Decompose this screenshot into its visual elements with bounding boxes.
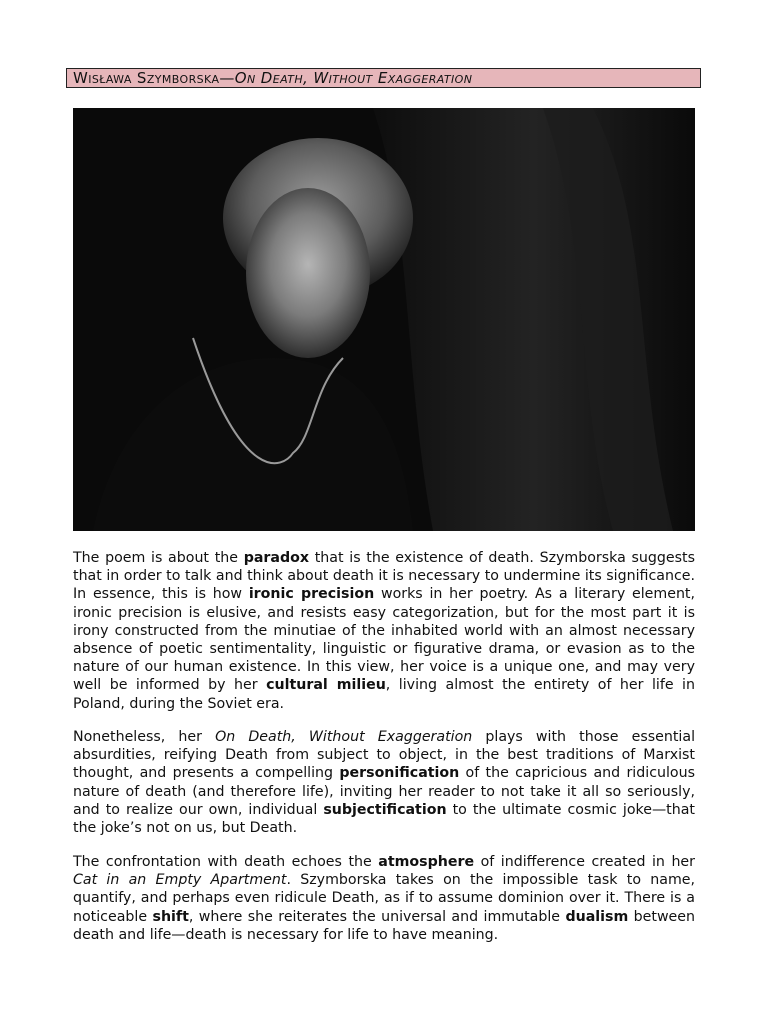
p2-text-2: plays with those essential absurdities, reifying Death from subject to object, in the best traditions of Marxist thought, and presents a compelling — [73, 729, 696, 782]
term-atmosphere: atmosphere — [378, 854, 475, 870]
p2-text-1: Nonetheless, her — [73, 729, 216, 745]
term-subjectification: subjectification — [323, 801, 447, 818]
paragraph-1 — [73, 549, 695, 713]
p1-text-1: The poem is about the — [73, 550, 244, 566]
p3-text-1: The confrontation with death echoes the — [73, 854, 379, 870]
p2-text-4: to the ultimate cosmic joke—that the joke’s not on us, but Death. — [73, 801, 695, 837]
p1-text-2: that is the existence of death. Szymborska suggests that in order to talk and think about death it is necessary to undermine its significance. In essence, this is how — [73, 550, 695, 603]
p2-text-3: of the capricious and ridiculous nature of death (and therefore life), inviting her reader to not take it all so seriously, and to realize our own, individual — [73, 765, 695, 818]
portrait-photo — [73, 108, 695, 531]
paragraph-3 — [73, 853, 695, 944]
p3-text-2: of indifference created in her — [474, 854, 695, 870]
p3-text-3: . Szymborska takes on the impossible task to name, quantify, and perhaps even ridicule Death, as if to assume dominion over it. There is a noticeable — [73, 872, 695, 925]
document-title — [66, 68, 701, 88]
term-cultural-milieu: cultural milieu — [266, 677, 386, 694]
title-work: On Death, Without Exaggeration — [234, 69, 473, 87]
term-ironic-precision: ironic precision — [248, 586, 375, 603]
title-author: Wisława Szymborska — [73, 69, 220, 87]
term-personification: personification — [339, 765, 460, 782]
poem-title-inline: Cat in an Empty Apartment — [73, 872, 287, 889]
term-shift: shift — [152, 908, 189, 925]
title-dash: — — [219, 69, 235, 87]
p1-text-4: , living almost the entirety of her life in Poland, during the Soviet era. — [73, 677, 695, 712]
term-dualism: dualism — [565, 908, 629, 925]
term-paradox: paradox — [243, 550, 310, 566]
portrait-illustration — [73, 108, 695, 531]
p1-text-3: works in her poetry. As a literary element, ironic precision is elusive, and resists easy categorization, but for the most part it is irony constructed from the minutiae of the inhabited world with an almost necessary absence of poetic sentimentality, linguistic or figurative drama, or evasion as to the nature of our human existence. In this view, her voice is a unique one, and may very well be informed by her — [73, 586, 696, 694]
work-title-inline: On Death, Without Exaggeration — [215, 729, 473, 745]
paragraph-2 — [73, 728, 695, 837]
p3-text-5: between death and life—death is necessary for life to have meaning. — [73, 908, 695, 943]
p3-text-4: , where she reiterates the universal and immutable — [188, 908, 566, 925]
